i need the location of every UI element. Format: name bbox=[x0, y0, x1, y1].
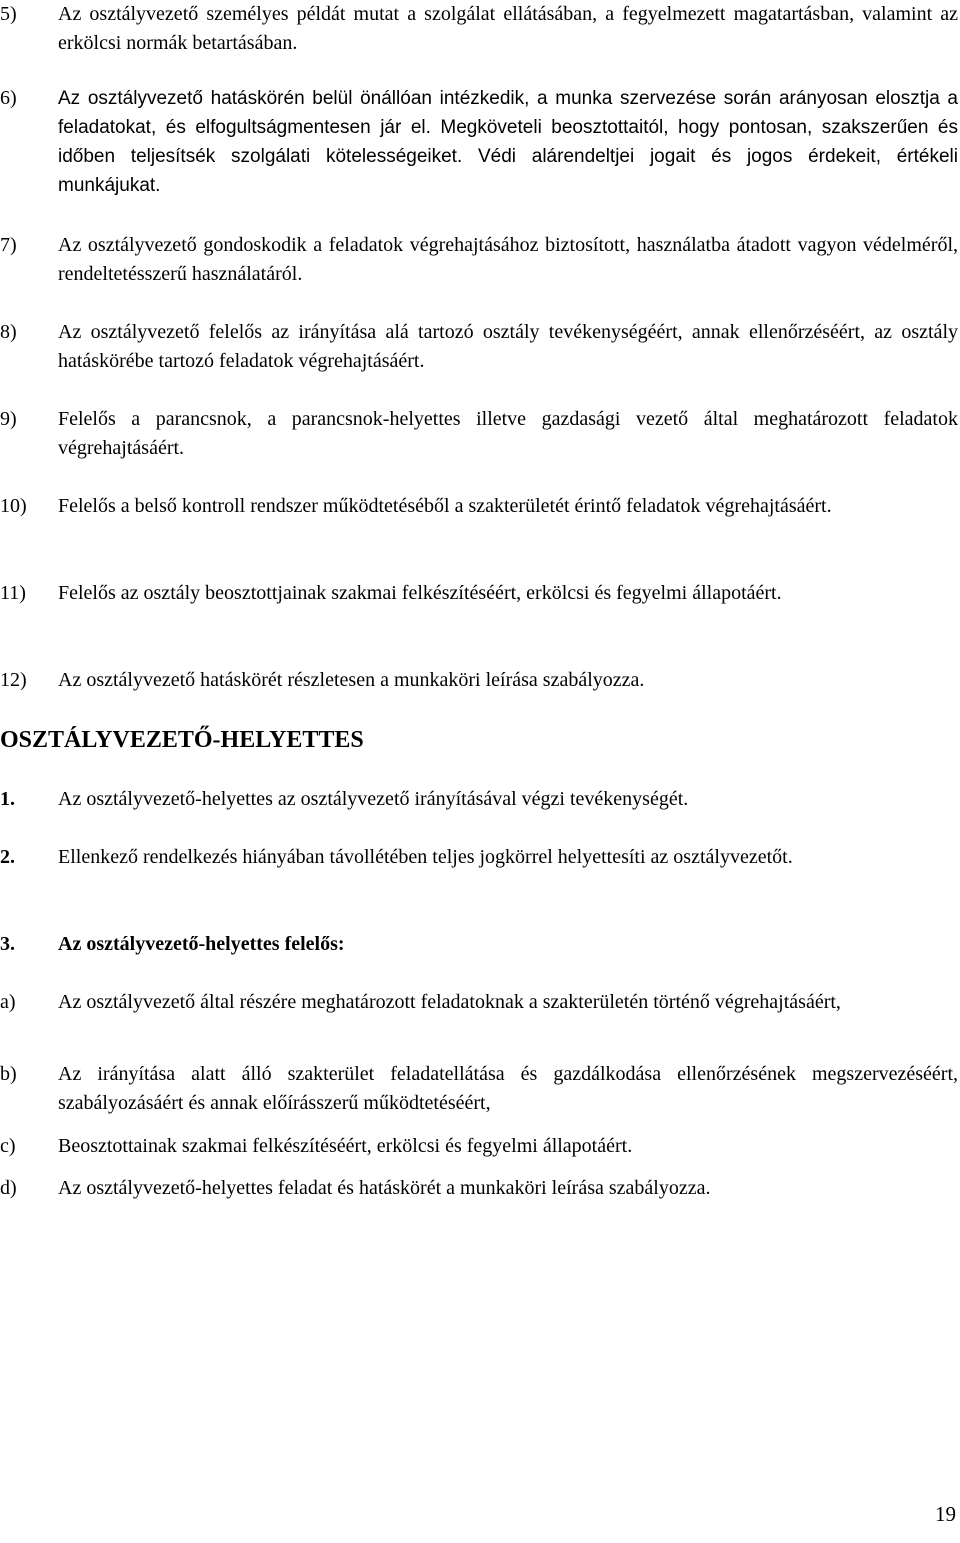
item-number: 10) bbox=[0, 495, 27, 517]
responsibility-item-a bbox=[0, 988, 958, 1017]
item-number: 7) bbox=[0, 234, 17, 256]
item-text: Beosztottainak szakmai felkészítéséért, erkölcsi és fegyelmi állapotáért. bbox=[58, 1135, 633, 1157]
item-text: Felelős az osztály beosztottjainak szakmai felkészítéséért, erkölcsi és fegyelmi állapotáért. bbox=[58, 582, 782, 604]
item-number: 12) bbox=[0, 669, 27, 691]
item-number: 5) bbox=[0, 3, 17, 25]
item-number: 8) bbox=[0, 321, 17, 343]
item-text: Az osztályvezető-helyettes az osztályvezető irányításával végzi tevékenységét. bbox=[58, 788, 689, 810]
item-text: Az osztályvezető gondoskodik a feladatok végrehajtásához biztosított, használatba átadott vagyon védelméről, rendeltetésszerű használatáról. bbox=[58, 234, 958, 285]
list-item-7 bbox=[0, 231, 958, 289]
responsibility-item-b bbox=[0, 1060, 958, 1118]
item-text: Az osztályvezető-helyettes feladat és hatáskörét a munkaköri leírása szabályozza. bbox=[58, 1177, 711, 1199]
item-number: 1. bbox=[0, 788, 15, 810]
item-text: Az osztályvezető által részére meghatározott feladatoknak a szakterületén történő végrehajtásáért, bbox=[58, 991, 841, 1013]
item-text: Ellenkező rendelkezés hiányában távollétében teljes jogkörrel helyettesíti az osztályvezetőt. bbox=[58, 846, 793, 868]
deputy-item-2 bbox=[0, 843, 958, 872]
item-text: Az osztályvezető személyes példát mutat a szolgálat ellátásában, a fegyelmezett magatartásban, valamint az erkölcsi normák betartásában. bbox=[58, 3, 958, 54]
list-item-10 bbox=[0, 492, 958, 521]
page-number: 19 bbox=[935, 1502, 956, 1526]
item-number: b) bbox=[0, 1063, 17, 1085]
item-text: Az irányítása alatt álló szakterület feladatellátása és gazdálkodása ellenőrzésének megszervezéséért, szabályozásáért és annak előírásszerű működtetéséért, bbox=[58, 1063, 958, 1114]
item-number: 2. bbox=[0, 846, 15, 868]
item-text: Felelős a parancsnok, a parancsnok-helyettes illetve gazdasági vezető által meghatározott feladatok végrehajtásáért. bbox=[58, 408, 958, 459]
list-item-12 bbox=[0, 666, 958, 695]
item-text: Az osztályvezető-helyettes felelős: bbox=[58, 933, 345, 955]
item-text: Az osztályvezető felelős az irányítása alá tartozó osztály tevékenységéért, annak ellenőrzéséért, az osztály hatáskörébe tartozó feladatok végrehajtásáért. bbox=[58, 321, 958, 372]
deputy-item-3 bbox=[0, 930, 958, 959]
item-text: Felelős a belső kontroll rendszer működtetéséből a szakterületét érintő feladatok végrehajtásáért. bbox=[58, 495, 832, 517]
deputy-item-1 bbox=[0, 785, 958, 814]
list-item-6 bbox=[0, 84, 958, 200]
list-item-9 bbox=[0, 405, 958, 463]
responsibility-item-d bbox=[0, 1174, 958, 1203]
item-number: a) bbox=[0, 991, 16, 1013]
responsibility-item-c bbox=[0, 1132, 958, 1161]
list-item-8 bbox=[0, 318, 958, 376]
item-number: 11) bbox=[0, 582, 26, 604]
item-text: Az osztályvezető hatáskörét részletesen a munkaköri leírása szabályozza. bbox=[58, 669, 645, 691]
list-item-5 bbox=[0, 0, 958, 58]
section-heading: OSZTÁLYVEZETŐ-HELYETTES bbox=[0, 727, 364, 753]
list-item-11 bbox=[0, 579, 958, 608]
item-number: 6) bbox=[0, 87, 17, 109]
item-number: d) bbox=[0, 1177, 17, 1199]
item-number: c) bbox=[0, 1135, 16, 1157]
item-text: Az osztályvezető hatáskörén belül önállóan intézkedik, a munka szervezése során arányosan elosztja a feladatokat, és elfogultságmentesen jár el. Megköveteli beosztottaitól, hogy pontosan, szakszerűen és időben teljesítsék szolgálati kötelességeiket. Védi alárendeltjei jogait és jogos érdekeit, értékeli munkájukat. bbox=[58, 88, 958, 196]
item-number: 3. bbox=[0, 933, 15, 955]
item-number: 9) bbox=[0, 408, 17, 430]
